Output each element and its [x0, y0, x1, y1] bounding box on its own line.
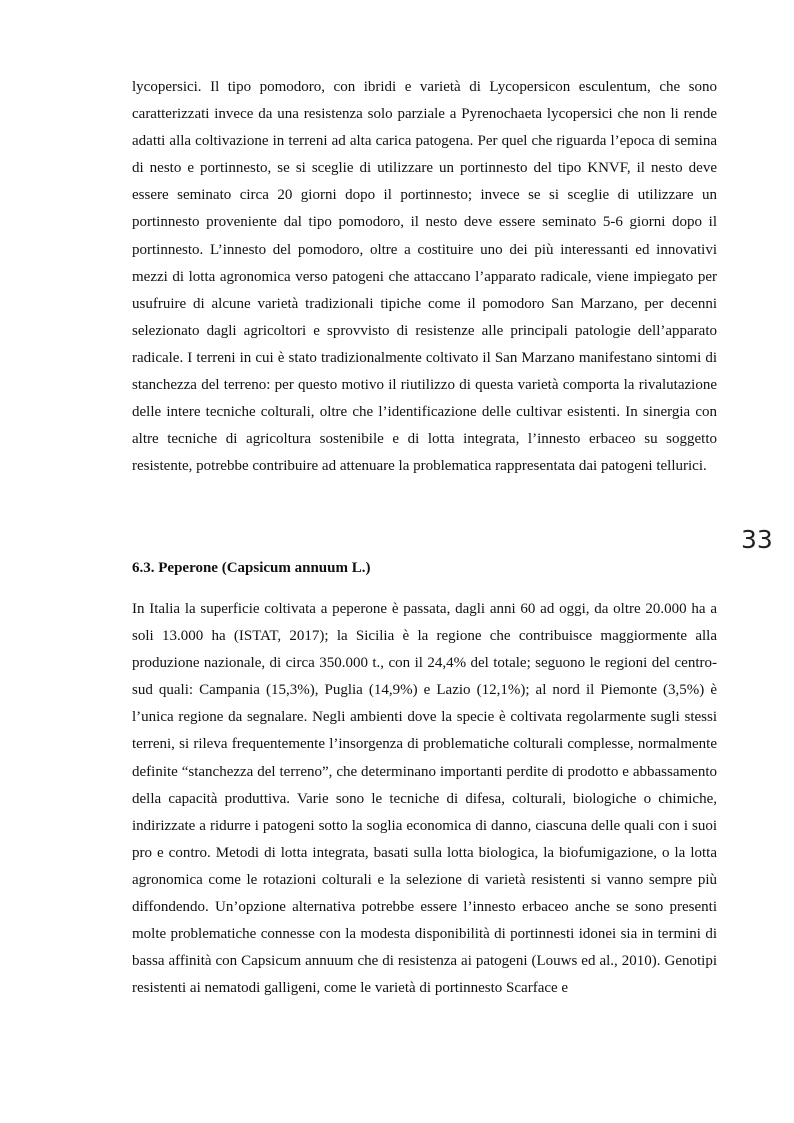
body-paragraph-pepper: In Italia la superficie coltivata a peperone è passata, dagli anni 60 ad oggi, da oltre 20.000 ha a soli 13.000 ha (ISTAT, 2017); la Sicilia è la regione che contribuisce maggiormente alla produzione nazionale, di circa 350.000 t., con il 24,4% del totale; seguono le regioni del centro-sud quali: Campania (15,3%), Puglia (14,9%) e Lazio (12,1%); al nord il Piemonte (3,5%) è l’unica regione da segnalare. Negli ambienti dove la specie è coltivata regolarmente sugli stessi terreni, si rileva frequentemente l’insorgenza di problematiche colturali complesse, normalmente definite “stanchezza del terreno”, che determinano importanti perdite di prodotto e abbassamento della capacità produttiva. Varie sono le tecniche di difesa, colturali, biologiche o chimiche, indirizzate a ridurre i patogeni sotto la soglia economica di danno, ciascuna delle quali con i suoi pro e contro. Metodi di lotta integrata, basati sulla lotta biologica, la biofumigazione, o la lotta agronomica come le rotazioni colturali e la selezione di varietà resistenti si vanno sempre più diffondendo. Un’opzione alternativa potrebbe essere l’innesto erbaceo anche se sono presenti molte problematiche connesse con la modesta disponibilità di portinnesti idonei sia in termini di bassa affinità con Capsicum annuum che di resistenza ai patogeni (Louws ed al., 2010). Genotipi resistenti ai nematodi galligeni, come le varietà di portinnesto Scarface e — [132, 601, 717, 997]
page-number: 33 — [741, 525, 773, 554]
section-heading: 6.3. Peperone (Capsicum annuum L.) — [132, 560, 371, 576]
body-paragraph-tomato-grafting: lycopersici. Il tipo pomodoro, con ibridi e varietà di Lycopersicon esculentum, che sono caratterizzati invece da una resistenza solo parziale a Pyrenochaeta lycopersici che non li rende adatti alla coltivazione in terreni ad alta carica patogena. Per quel che riguarda l’epoca di semina di nesto e portinnesto, se si sceglie di utilizzare un portinnesto del tipo KNVF, il nesto deve essere seminato circa 20 giorni dopo il portinnesto; invece se si sceglie di utilizzare un portinnesto proveniente dal tipo pomodoro, il nesto deve essere seminato 5-6 giorni dopo il portinnesto. L’innesto del pomodoro, oltre a costituire uno dei più interessanti ed innovativi mezzi di lotta agronomica verso patogeni che attaccano l’apparato radicale, viene impiegato per usufruire di alcune varietà tradizionali tipiche come il pomodoro San Marzano, per decenni selezionato dagli agricoltori e sprovvisto di resistenze alle principali patologie dell’apparato radicale. I terreni in cui è stato tradizionalmente coltivato il San Marzano manifestano sintomi di stanchezza del terreno: per questo motivo il riutilizzo di questa varietà comporta la rivalutazione delle intere tecniche colturali, oltre che l’identificazione delle cultivar esistenti. In sinergia con altre tecniche di agricoltura sostenibile e di lotta integrata, l’innesto erbaceo su soggetto resistente, potrebbe contribuire ad attenuare la problematica rappresentata dai patogeni tellurici. — [132, 79, 717, 475]
